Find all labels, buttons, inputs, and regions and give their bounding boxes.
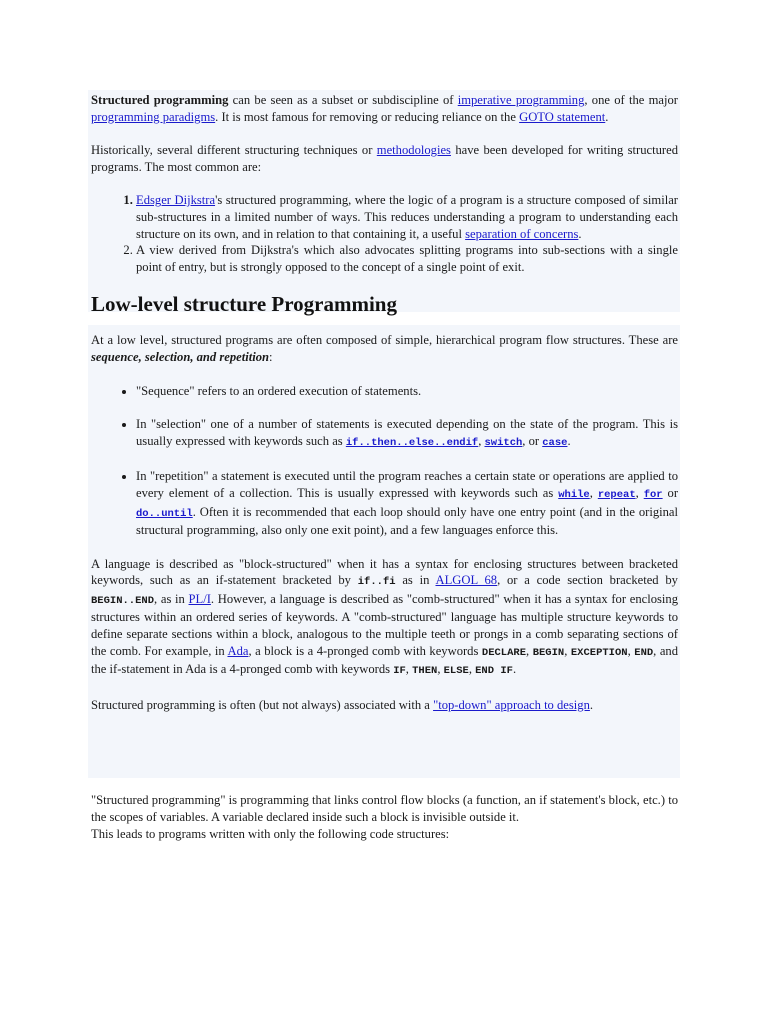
link-switch[interactable]: switch xyxy=(484,436,523,449)
emphasis-structures: sequence, selection, and repetition xyxy=(91,349,270,364)
link-repeat[interactable]: repeat xyxy=(597,488,636,501)
paragraph-intro: Structured programming can be seen as a subset or subdiscipline of imperative programming, one of the major programming paradigms. It is most famous for removing or reducing reliance on the GOTO statement. xyxy=(91,93,678,124)
link-if-then-else-endif[interactable]: if..then..else..endif xyxy=(345,436,479,449)
list-item: 2. A view derived from Dijkstra's which also advocates splitting programs into sub-sections with a single point of entry, but is strongly opposed to the concept of a single point of exit. xyxy=(136,242,678,275)
paragraph-code-structures: This leads to programs written with only the following code structures: xyxy=(91,826,450,841)
link-programming-paradigms[interactable]: programming paradigms xyxy=(91,109,216,124)
link-algol-68[interactable]: ALGOL 68 xyxy=(435,573,498,588)
link-imperative-programming[interactable]: imperative programming xyxy=(457,93,585,107)
link-case[interactable]: case xyxy=(542,436,568,449)
paragraph-top-down: Structured programming is often (but not always) associated with a "top-down" approach to design. xyxy=(91,697,594,712)
link-separation-of-concerns[interactable]: separation of concerns xyxy=(465,226,579,241)
link-pl-i[interactable]: PL/I xyxy=(188,591,211,606)
link-ada[interactable]: Ada xyxy=(227,643,249,658)
paragraph-history: Historically, several different structuring techniques or methodologies have been developed for writing structured programs. The most common are: xyxy=(91,143,678,174)
link-edsger-dijkstra[interactable]: Edsger Dijkstra xyxy=(136,193,216,208)
paragraph-low-level: At a low level, structured programs are often composed of simple, hierarchical program flow structures. These are sequence, selection, and repetition: xyxy=(91,333,678,364)
numbered-list xyxy=(91,192,678,275)
paragraph-scopes: "Structured programming" is programming that links control flow blocks (a function, an if statement's block, etc.) to the scopes of variables. A variable declared inside such a block is invisible outside it. xyxy=(91,793,678,825)
list-item: • "Sequence" refers to an ordered execution of statements. xyxy=(136,383,678,400)
link-goto-statement[interactable]: GOTO statement xyxy=(519,109,606,124)
link-while[interactable]: while xyxy=(558,488,590,501)
link-for[interactable]: for xyxy=(643,488,663,501)
link-do-until[interactable]: do..until xyxy=(136,507,193,520)
list-item: 1. Edsger Dijkstra's structured programming, where the logic of a program is a structure composed of similar sub-structures in a limited number of ways. This reduces understanding a program to understanding each structure on its own, and in relation to that containing it, a useful separation of concerns. xyxy=(136,192,678,242)
link-methodologies[interactable]: methodologies xyxy=(376,143,451,158)
list-item: • In "selection" one of a number of statements is executed depending on the state of the program. This is usually expressed with keywords such as if..then..else..endif, switch, or case. xyxy=(136,416,678,451)
document-content xyxy=(91,92,678,842)
intro-bold-term: Structured programming xyxy=(91,93,229,107)
section-heading: Low-level structure Programming xyxy=(91,292,397,317)
bullet-list xyxy=(91,383,678,539)
link-top-down-approach[interactable]: "top-down" approach to design xyxy=(433,697,590,712)
paragraph-block-structured: A language is described as "block-structured" when it has a syntax for enclosing structures between bracketed keywords, such as an if-statement bracketed by if..fi as in ALGOL 68, or a code section bracketed by BEGIN..END, as in PL/I. However, a language is described as "comb-structured" when it has a syntax for enclosing structures within an ordered series of keywords. A "comb-structured" language has multiple structure keywords to define separate sections within a block, analogous to the multiple teeth or prongs in a comb separating sections of the comb. For example, in Ada, a block is a 4-pronged comb with keywords DECLARE, BEGIN, EXCEPTION, END, and the if-statement in Ada is a 4-pronged comb with keywords IF, THEN, ELSE, END IF. xyxy=(91,556,679,678)
list-item: • In "repetition" a statement is executed until the program reaches a certain state or operations are applied to every element of a collection. This is usually expressed with keywords such as while, repeat, for or do..until. Often it is recommended that each loop should only have one entry point (and in the original structural programming, also only one exit point), and a few languages enforce this. xyxy=(136,468,678,538)
